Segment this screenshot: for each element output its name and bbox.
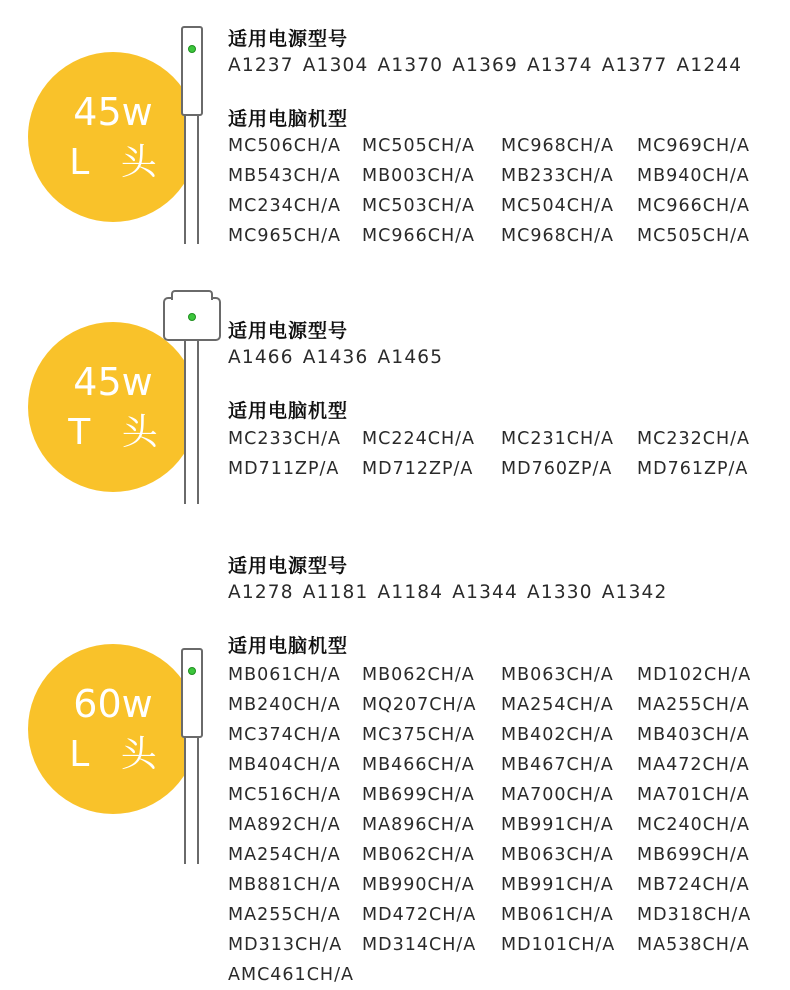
- computer-model: MA254CH/A: [228, 845, 341, 865]
- adapter-model: A1370: [377, 55, 444, 76]
- computer-model: MB240CH/A: [228, 695, 341, 715]
- adapter-model: A1374: [527, 55, 593, 76]
- computer-model: MA701CH/A: [637, 785, 750, 805]
- computer-model: MC232CH/A: [637, 429, 750, 449]
- adapter-heading: 适用电源型号: [228, 28, 349, 50]
- adapter-model: A1342: [601, 582, 668, 603]
- computer-model: MD314CH/A: [362, 935, 477, 955]
- adapter-model: A1436: [302, 347, 369, 368]
- computer-model: MB991CH/A: [501, 815, 614, 835]
- computer-model: MA254CH/A: [501, 695, 614, 715]
- adapter-model: A1304: [302, 55, 369, 76]
- computer-model: MA255CH/A: [228, 905, 341, 925]
- computer-model: MB233CH/A: [501, 166, 614, 186]
- adapter-model: A1377: [601, 55, 668, 76]
- computer-model: AMC461CH/A: [228, 965, 354, 985]
- computer-model: MC503CH/A: [362, 196, 475, 216]
- computer-model: MB543CH/A: [228, 166, 341, 186]
- computer-model: MD761ZP/A: [637, 459, 749, 479]
- computer-model: MC231CH/A: [501, 429, 614, 449]
- computer-model: MD760ZP/A: [501, 459, 613, 479]
- computer-heading: 适用电脑机型: [228, 108, 349, 130]
- badge-watt: 60w: [73, 682, 153, 726]
- l-connector-icon: [181, 648, 203, 738]
- computer-model: MB990CH/A: [362, 875, 475, 895]
- computer-model: MC375CH/A: [362, 725, 475, 745]
- computer-model: MB699CH/A: [362, 785, 475, 805]
- computer-model: MD101CH/A: [501, 935, 616, 955]
- computer-model: MB063CH/A: [501, 665, 614, 685]
- computer-model: MB404CH/A: [228, 755, 341, 775]
- computer-model: MD318CH/A: [637, 905, 752, 925]
- computer-model: MA472CH/A: [637, 755, 750, 775]
- computer-heading: 适用电脑机型: [228, 400, 349, 422]
- computer-model: MB881CH/A: [228, 875, 341, 895]
- computer-model: MA255CH/A: [637, 695, 750, 715]
- computer-model: MB061CH/A: [501, 905, 614, 925]
- wattage-badge: [28, 644, 198, 814]
- computer-model: MC516CH/A: [228, 785, 341, 805]
- computer-model: MC968CH/A: [501, 136, 614, 156]
- computer-model: MA892CH/A: [228, 815, 341, 835]
- computer-model: MB062CH/A: [362, 665, 475, 685]
- computer-model: MB467CH/A: [501, 755, 614, 775]
- computer-model: MB063CH/A: [501, 845, 614, 865]
- computer-model: MC969CH/A: [637, 136, 750, 156]
- adapter-model: A1184: [377, 582, 444, 603]
- adapter-model: A1465: [377, 347, 444, 368]
- adapter-model: A1369: [452, 55, 518, 76]
- computer-model: MD313CH/A: [228, 935, 343, 955]
- computer-model: MB403CH/A: [637, 725, 750, 745]
- computer-model: MD102CH/A: [637, 665, 752, 685]
- computer-model: MC966CH/A: [362, 226, 475, 246]
- adapter-model: A1181: [302, 582, 369, 603]
- adapter-model: A1330: [527, 582, 593, 603]
- computer-model-list: [228, 660, 778, 990]
- computer-heading: 适用电脑机型: [228, 635, 349, 657]
- computer-model: MQ207CH/A: [362, 695, 477, 715]
- adapter-heading: 适用电源型号: [228, 320, 349, 342]
- computer-model: MC240CH/A: [637, 815, 750, 835]
- computer-model: MA538CH/A: [637, 935, 750, 955]
- computer-model: MC506CH/A: [228, 136, 341, 156]
- badge-head: L 头: [69, 734, 167, 775]
- adapter-list: [228, 578, 778, 608]
- badge-watt: 45w: [73, 360, 153, 404]
- adapter-model: A1278: [228, 582, 294, 603]
- computer-model: MC504CH/A: [501, 196, 614, 216]
- computer-model: MC965CH/A: [228, 226, 341, 246]
- computer-model: MC505CH/A: [637, 226, 750, 246]
- adapter-heading: 适用电源型号: [228, 555, 349, 577]
- computer-model: MC374CH/A: [228, 725, 341, 745]
- computer-model: MC234CH/A: [228, 196, 341, 216]
- computer-model: MB003CH/A: [362, 166, 475, 186]
- badge-watt: 45w: [73, 90, 153, 134]
- adapter-model: A1344: [452, 582, 518, 603]
- computer-model: MC968CH/A: [501, 226, 614, 246]
- computer-model: MB699CH/A: [637, 845, 750, 865]
- computer-model: MC224CH/A: [362, 429, 475, 449]
- computer-model: MA700CH/A: [501, 785, 614, 805]
- computer-model: MC233CH/A: [228, 429, 341, 449]
- computer-model: MD711ZP/A: [228, 459, 340, 479]
- computer-model: MB724CH/A: [637, 875, 750, 895]
- computer-model: MD472CH/A: [362, 905, 477, 925]
- adapter-model: A1244: [676, 55, 743, 76]
- computer-model: MB466CH/A: [362, 755, 475, 775]
- computer-model: MA896CH/A: [362, 815, 475, 835]
- computer-model: MB940CH/A: [637, 166, 750, 186]
- badge-head: T 头: [68, 412, 168, 453]
- badge-head: L 头: [69, 142, 167, 183]
- computer-model: MD712ZP/A: [362, 459, 474, 479]
- computer-model: MB991CH/A: [501, 875, 614, 895]
- adapter-model: A1466: [228, 347, 294, 368]
- computer-model: MB062CH/A: [362, 845, 475, 865]
- adapter-model: A1237: [228, 55, 294, 76]
- computer-model: MC966CH/A: [637, 196, 750, 216]
- computer-model: MB061CH/A: [228, 665, 341, 685]
- computer-model: MC505CH/A: [362, 136, 475, 156]
- computer-model: MB402CH/A: [501, 725, 614, 745]
- led-indicator-icon: [188, 667, 196, 675]
